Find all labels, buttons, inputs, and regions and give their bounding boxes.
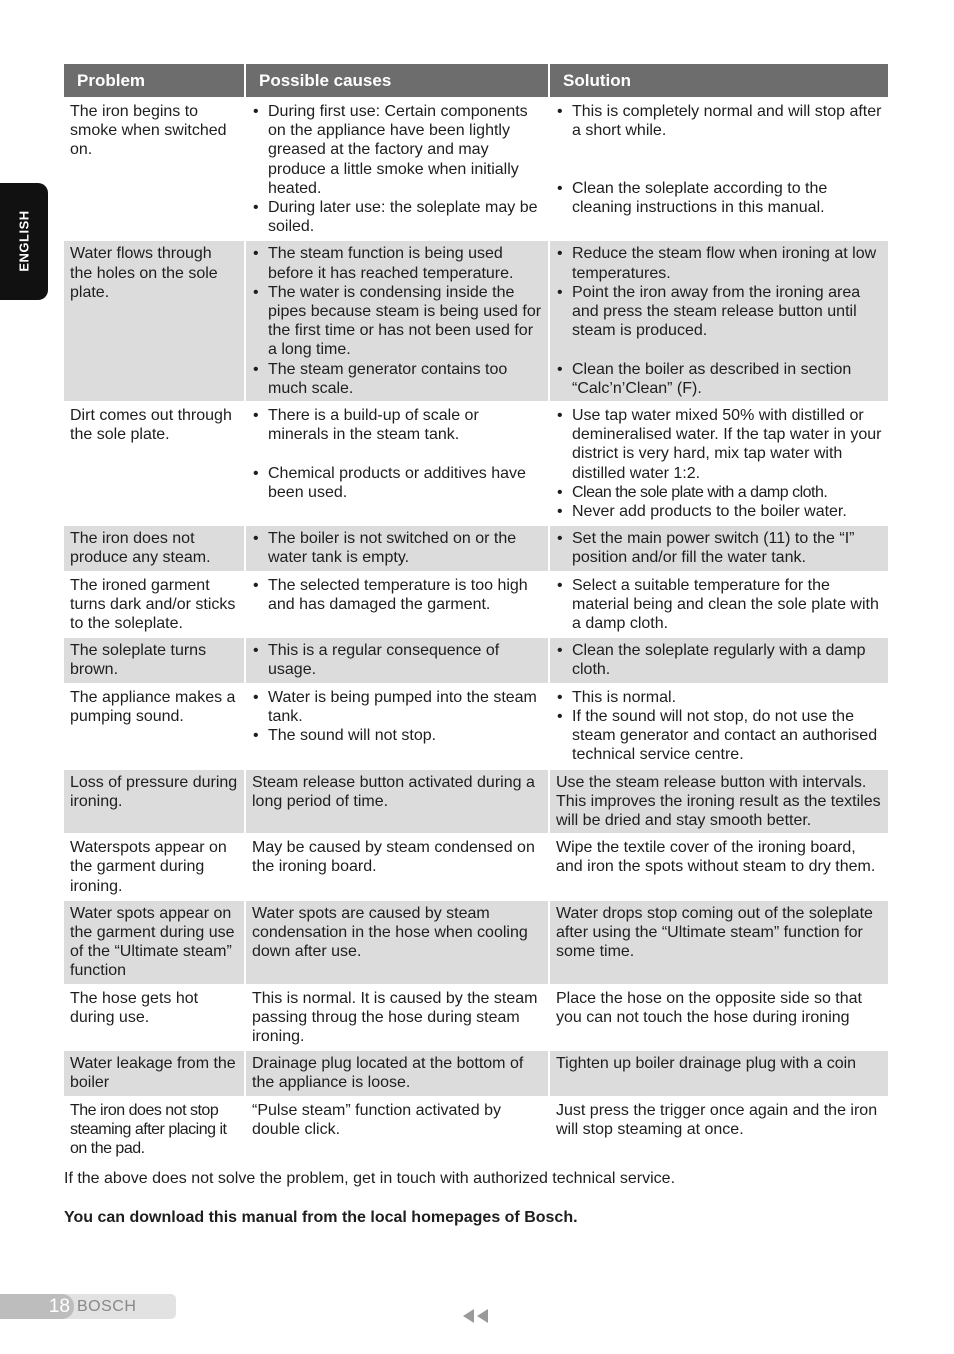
causes-cell <box>244 403 548 526</box>
cause-item: • The steam generator contains too much scale. <box>252 360 542 398</box>
cause-item: • Water is being pumped into the steam tank. <box>252 688 542 726</box>
causes-cell <box>244 638 548 684</box>
solution-item: • Clean the soleplate regularly with a damp cloth. <box>556 641 882 679</box>
problem-cell: The iron does not stop steaming after placing it on the pad. <box>64 1098 244 1164</box>
causes-cell <box>244 99 548 241</box>
solution-cell: Water drops stop coming out of the soleplate after using the “Ultimate steam” function for some time. <box>548 901 888 986</box>
solution-item: • If the sound will not stop, do not use the steam generator and contact an authorised technical service centre. <box>556 707 882 765</box>
table-row <box>64 99 888 241</box>
table-row <box>64 1051 888 1097</box>
causes-cell <box>244 241 548 403</box>
table-row <box>64 770 888 836</box>
cause-item: • During first use: Certain components on the appliance have been lightly greased at the factory and may produce a little smoke when initially heated. <box>252 102 542 198</box>
problem-cell: Dirt comes out through the sole plate. <box>64 403 244 526</box>
problem-cell: The iron begins to smoke when switched on. <box>64 99 244 241</box>
solution-item: • Clean the soleplate according to the cleaning instructions in this manual. <box>556 179 882 217</box>
problem-cell: Water leakage from the boiler <box>64 1051 244 1097</box>
solution-cell <box>548 241 888 403</box>
language-tab-label: ENGLISH <box>16 210 32 272</box>
table-row <box>64 685 888 770</box>
page-footer <box>0 1294 176 1319</box>
solution-cell: Use the steam release button with intervals. This improves the ironing result as the textiles will be dried and stay smooth better. <box>548 770 888 836</box>
solution-cell: Tighten up boiler drainage plug with a coin <box>548 1051 888 1097</box>
solution-cell <box>548 685 888 770</box>
solution-cell <box>548 638 888 684</box>
solution-item: • Reduce the steam flow when ironing at low temperatures. <box>556 244 882 282</box>
cause-item: • During later use: the soleplate may be soiled. <box>252 198 542 236</box>
table-row <box>64 526 888 572</box>
problem-cell: The ironed garment turns dark and/or sticks to the soleplate. <box>64 573 244 639</box>
causes-cell: Drainage plug located at the bottom of the appliance is loose. <box>244 1051 548 1097</box>
brand-name: BOSCH <box>77 1298 137 1315</box>
table-row <box>64 241 888 403</box>
cause-item: • Chemical products or additives have been used. <box>252 464 542 502</box>
problem-cell: The iron does not produce any steam. <box>64 526 244 572</box>
solution-item: • This is completely normal and will stop after a short while. <box>556 102 882 140</box>
troubleshooting-table <box>64 64 888 1163</box>
table-row <box>64 835 888 901</box>
solution-item: • Clean the boiler as described in section “Calc’n’Clean” (F). <box>556 360 882 398</box>
causes-cell: May be caused by steam condensed on the ironing board. <box>244 835 548 901</box>
solution-item: • Never add products to the boiler water. <box>556 502 882 521</box>
cause-item: • The steam function is being used before it has reached temperature. <box>252 244 542 282</box>
solution-item: • Select a suitable temperature for the material being and clean the sole plate with a damp cloth. <box>556 576 882 634</box>
solution-cell <box>548 573 888 639</box>
solution-cell <box>548 99 888 241</box>
solution-cell: Wipe the textile cover of the ironing board, and iron the spots without steam to dry them. <box>548 835 888 901</box>
cause-item: • There is a build-up of scale or minerals in the steam tank. <box>252 406 542 444</box>
solution-cell <box>548 526 888 572</box>
solution-cell <box>548 403 888 526</box>
solution-item: • Use tap water mixed 50% with distilled or demineralised water. If the tap water in your district is very hard, mix tap water with distilled water 1:2. <box>556 406 882 483</box>
problem-cell: The soleplate turns brown. <box>64 638 244 684</box>
problem-cell: Loss of pressure during ironing. <box>64 770 244 836</box>
solution-item: • This is normal. <box>556 688 882 707</box>
double-left-arrow-icon[interactable] <box>462 1308 490 1324</box>
problem-cell: Water flows through the holes on the sole plate. <box>64 241 244 403</box>
table-row <box>64 986 888 1052</box>
causes-cell: Steam release button activated during a long period of time. <box>244 770 548 836</box>
causes-cell: This is normal. It is caused by the steam passing throug the hose during steam ironing. <box>244 986 548 1052</box>
table-row <box>64 403 888 526</box>
language-tab <box>0 183 48 300</box>
cause-item: • This is a regular consequence of usage. <box>252 641 542 679</box>
causes-cell: “Pulse steam” function activated by double click. <box>244 1098 548 1164</box>
solution-cell: Place the hose on the opposite side so that you can not touch the hose during ironing <box>548 986 888 1052</box>
causes-cell: Water spots are caused by steam condensation in the hose when cooling down after use. <box>244 901 548 986</box>
header-solution: Solution <box>548 64 888 99</box>
causes-cell <box>244 685 548 770</box>
table-header-row <box>64 64 888 99</box>
download-note: You can download this manual from the local homepages of Bosch. <box>64 1209 578 1226</box>
cause-item: • The water is condensing inside the pipes because steam is being used for the first time or has not been used for a long time. <box>252 283 542 360</box>
problem-cell: Water spots appear on the garment during use of the “Ultimate steam” function <box>64 901 244 986</box>
solution-item: • Set the main power switch (11) to the “I” position and/or fill the water tank. <box>556 529 882 567</box>
cause-item: • The sound will not stop. <box>252 726 542 745</box>
solution-cell: Just press the trigger once again and the iron will stop steaming at once. <box>548 1098 888 1164</box>
cause-item: • The boiler is not switched on or the water tank is empty. <box>252 529 542 567</box>
causes-cell <box>244 526 548 572</box>
service-note: If the above does not solve the problem, get in touch with authorized technical service. <box>64 1170 676 1187</box>
problem-cell: The hose gets hot during use. <box>64 986 244 1052</box>
causes-cell <box>244 573 548 639</box>
solution-item: • Point the iron away from the ironing area and press the steam release button until steam is produced. <box>556 283 882 341</box>
header-possible-causes: Possible causes <box>244 64 548 99</box>
solution-item: • Clean the sole plate with a damp cloth. <box>556 483 882 502</box>
table-row <box>64 901 888 986</box>
table-row <box>64 573 888 639</box>
problem-cell: The appliance makes a pumping sound. <box>64 685 244 770</box>
header-problem: Problem <box>64 64 244 99</box>
table-row <box>64 638 888 684</box>
page-number: 18 <box>0 1294 74 1319</box>
cause-item: • The selected temperature is too high and has damaged the garment. <box>252 576 542 614</box>
table-row <box>64 1098 888 1164</box>
problem-cell: Waterspots appear on the garment during ironing. <box>64 835 244 901</box>
